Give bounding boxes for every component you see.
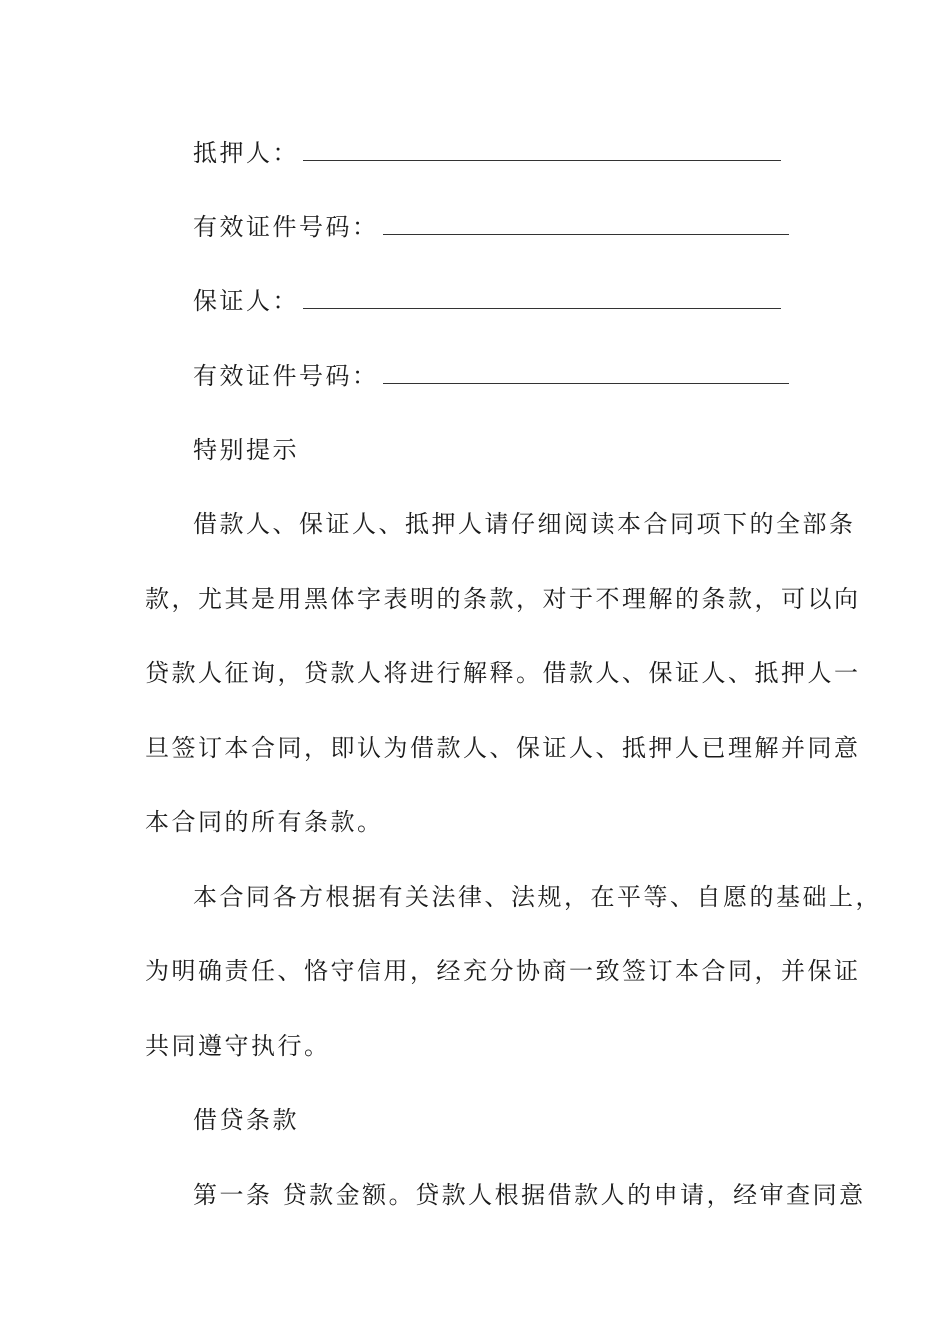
para1-line: 款，尤其是用黑体字表明的条款，对于不理解的条款，可以向 bbox=[145, 585, 861, 613]
special-notice-heading: 特别提示 bbox=[193, 436, 299, 464]
para2-line: 本合同各方根据有关法律、法规，在平等、自愿的基础上， bbox=[193, 883, 882, 911]
guarantor-label: 保证人： bbox=[193, 287, 299, 315]
para1-line: 贷款人征询，贷款人将进行解释。借款人、保证人、抵押人一 bbox=[145, 659, 861, 687]
mortgagor-field bbox=[193, 137, 781, 169]
mortgagor-id-underline bbox=[383, 234, 789, 235]
loan-terms-heading: 借贷条款 bbox=[193, 1106, 299, 1134]
mortgagor-label: 抵押人： bbox=[193, 139, 299, 167]
article-one-line: 第一条 贷款金额。贷款人根据借款人的申请，经审查同意 bbox=[193, 1181, 866, 1209]
mortgagor-id-field bbox=[193, 211, 789, 243]
para1-line: 本合同的所有条款。 bbox=[145, 808, 384, 836]
guarantor-id-underline bbox=[383, 383, 789, 384]
mortgagor-underline bbox=[303, 160, 781, 161]
guarantor-field bbox=[193, 285, 781, 317]
guarantor-id-field bbox=[193, 360, 789, 392]
guarantor-id-label: 有效证件号码： bbox=[193, 362, 379, 390]
guarantor-underline bbox=[303, 308, 781, 309]
para2-line: 共同遵守执行。 bbox=[145, 1032, 331, 1060]
para1-line: 旦签订本合同，即认为借款人、保证人、抵押人已理解并同意 bbox=[145, 734, 861, 762]
mortgagor-id-label: 有效证件号码： bbox=[193, 213, 379, 241]
para2-line: 为明确责任、恪守信用，经充分协商一致签订本合同，并保证 bbox=[145, 957, 861, 985]
para1-line: 借款人、保证人、抵押人请仔细阅读本合同项下的全部条 bbox=[193, 510, 856, 538]
